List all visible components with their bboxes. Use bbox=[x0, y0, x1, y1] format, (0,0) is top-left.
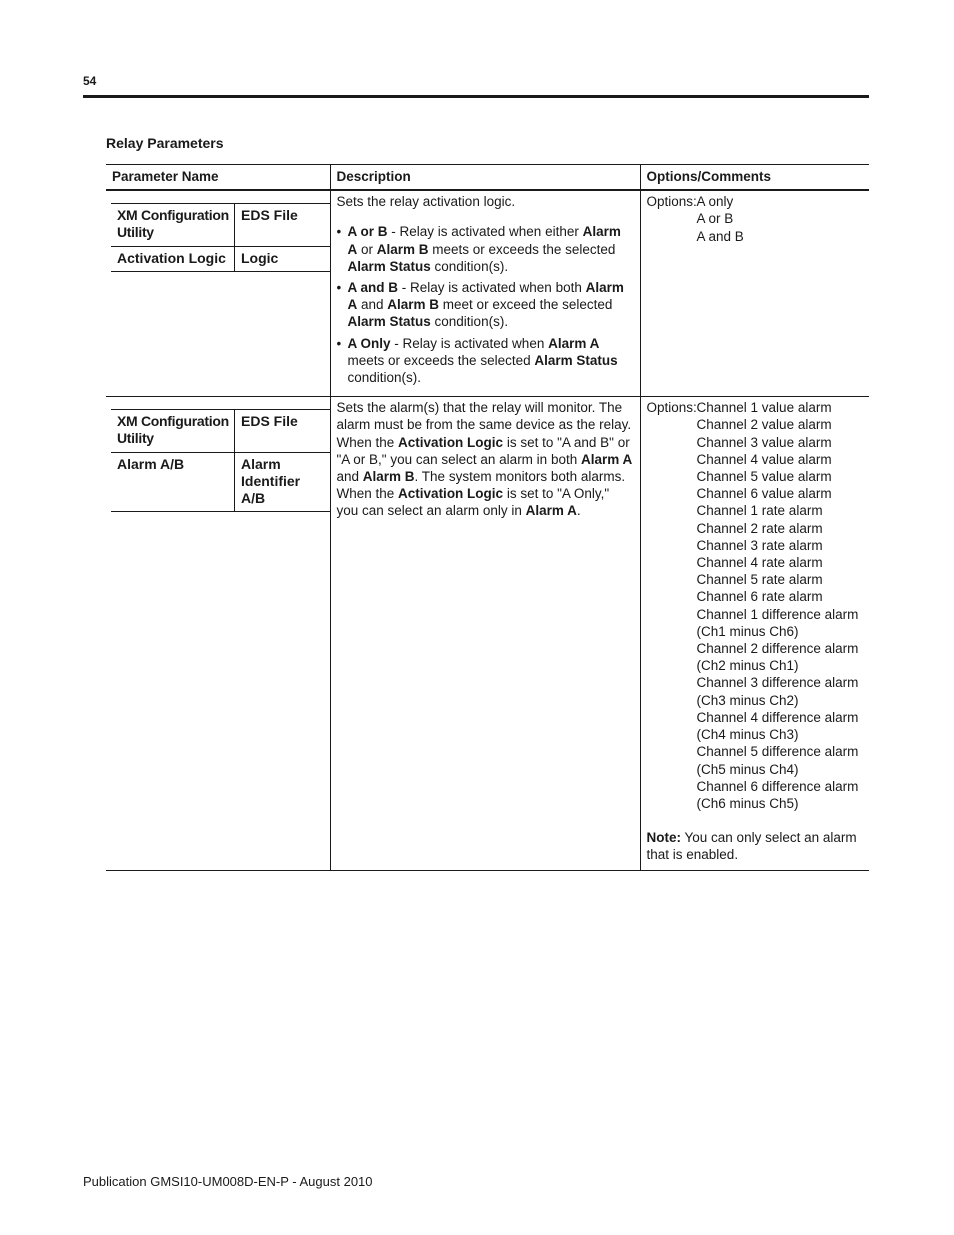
list-item: • A and B - Relay is activated when both Alarm A and Alarm B meet or exceed the selected Alarm Status condition(s). bbox=[337, 279, 634, 331]
options-block bbox=[647, 193, 864, 245]
table-row bbox=[106, 190, 869, 397]
option-item: Channel 2 value alarm bbox=[696, 417, 832, 433]
option-item: (Ch5 minus Ch4) bbox=[696, 761, 799, 777]
options-label: Options: bbox=[646, 400, 697, 416]
header-description: Description bbox=[330, 165, 640, 191]
options-block bbox=[647, 399, 864, 812]
name-row bbox=[111, 204, 330, 246]
options-list bbox=[697, 399, 864, 812]
option-item: Channel 6 rate alarm bbox=[696, 589, 823, 605]
option-item: Channel 1 value alarm bbox=[696, 400, 832, 416]
list-item: • A or B - Relay is activated when either Alarm A or Alarm B meets or exceeds the selected Alarm Status condition(s). bbox=[337, 223, 634, 275]
header-options: Options/Comments bbox=[640, 165, 869, 191]
xm-utility-label: XM Configuration Utility bbox=[111, 204, 235, 246]
option-item: Channel 5 rate alarm bbox=[696, 572, 823, 588]
logic-options-list bbox=[337, 223, 634, 386]
eds-parameter-name: Logic bbox=[235, 246, 330, 271]
option-item: Channel 1 rate alarm bbox=[696, 503, 823, 519]
eds-file-label: EDS File bbox=[235, 410, 330, 452]
options-cell bbox=[640, 190, 869, 397]
name-row bbox=[111, 452, 330, 512]
description-cell bbox=[330, 190, 640, 397]
option-item: Channel 6 value alarm bbox=[696, 486, 832, 502]
option-item: Channel 4 rate alarm bbox=[696, 555, 823, 571]
name-row bbox=[111, 410, 330, 452]
option-item: (Ch6 minus Ch5) bbox=[696, 795, 799, 811]
header-rule bbox=[83, 95, 869, 98]
eds-file-label: EDS File bbox=[235, 204, 330, 246]
table-row bbox=[106, 397, 869, 870]
options-list bbox=[697, 193, 864, 245]
option-item: A only bbox=[696, 194, 734, 210]
page-number: 54 bbox=[83, 74, 97, 88]
xm-utility-label: XM Configuration Utility bbox=[111, 410, 235, 452]
parameter-name-table bbox=[111, 409, 330, 512]
section-title: Relay Parameters bbox=[106, 135, 224, 151]
description-text: Sets the alarm(s) that the relay will monitor. The alarm must be from the same device as the relay. When the Activation Logic is set to "A and B" or "A or B," you can select an alarm in both Alarm A and Alarm B. The system monitors both alarms. When the Activation Logic is set to "A Only," you can select an alarm only in Alarm A. bbox=[336, 400, 633, 519]
option-item: Channel 3 value alarm bbox=[696, 434, 832, 450]
eds-parameter-name: Alarm Identifier A/B bbox=[235, 452, 330, 512]
description-cell bbox=[330, 397, 640, 870]
options-cell bbox=[640, 397, 869, 870]
option-item: Channel 5 value alarm bbox=[696, 469, 832, 485]
note-text: You can only select an alarm that is enabled. bbox=[646, 830, 857, 863]
option-item: A or B bbox=[696, 211, 734, 227]
parameter-name-cell bbox=[106, 397, 330, 870]
option-item: (Ch3 minus Ch2) bbox=[696, 692, 799, 708]
option-item: Channel 6 difference alarm bbox=[696, 778, 859, 794]
note bbox=[647, 829, 864, 863]
table-header-row bbox=[106, 165, 869, 191]
options-label: Options: bbox=[646, 194, 697, 210]
parameter-name-cell bbox=[106, 190, 330, 397]
option-item: Channel 3 difference alarm bbox=[696, 675, 859, 691]
option-item: Channel 5 difference alarm bbox=[696, 744, 859, 760]
xm-parameter-name: Activation Logic bbox=[111, 246, 235, 271]
publication-footer: Publication GMSI10-UM008D-EN-P - August 2010 bbox=[83, 1174, 373, 1189]
option-item: Channel 4 value alarm bbox=[696, 451, 832, 467]
list-item: • A Only - Relay is activated when Alarm A meets or exceeds the selected Alarm Status condition(s). bbox=[337, 335, 634, 387]
option-item: (Ch2 minus Ch1) bbox=[696, 658, 799, 674]
xm-parameter-name: Alarm A/B bbox=[111, 452, 235, 512]
option-item: Channel 2 difference alarm bbox=[696, 641, 859, 657]
header-parameter-name: Parameter Name bbox=[106, 165, 330, 191]
parameter-name-table bbox=[111, 203, 330, 272]
relay-parameters-table bbox=[106, 164, 869, 871]
option-item: Channel 2 rate alarm bbox=[696, 520, 823, 536]
option-item: (Ch1 minus Ch6) bbox=[696, 623, 799, 639]
option-item: (Ch4 minus Ch3) bbox=[696, 727, 799, 743]
option-item: Channel 4 difference alarm bbox=[696, 709, 859, 725]
option-item: A and B bbox=[696, 228, 744, 244]
note-label: Note: bbox=[646, 830, 681, 846]
option-item: Channel 1 difference alarm bbox=[696, 606, 859, 622]
option-item: Channel 3 rate alarm bbox=[696, 537, 823, 553]
name-row bbox=[111, 246, 330, 271]
description-intro: Sets the relay activation logic. bbox=[336, 194, 516, 210]
